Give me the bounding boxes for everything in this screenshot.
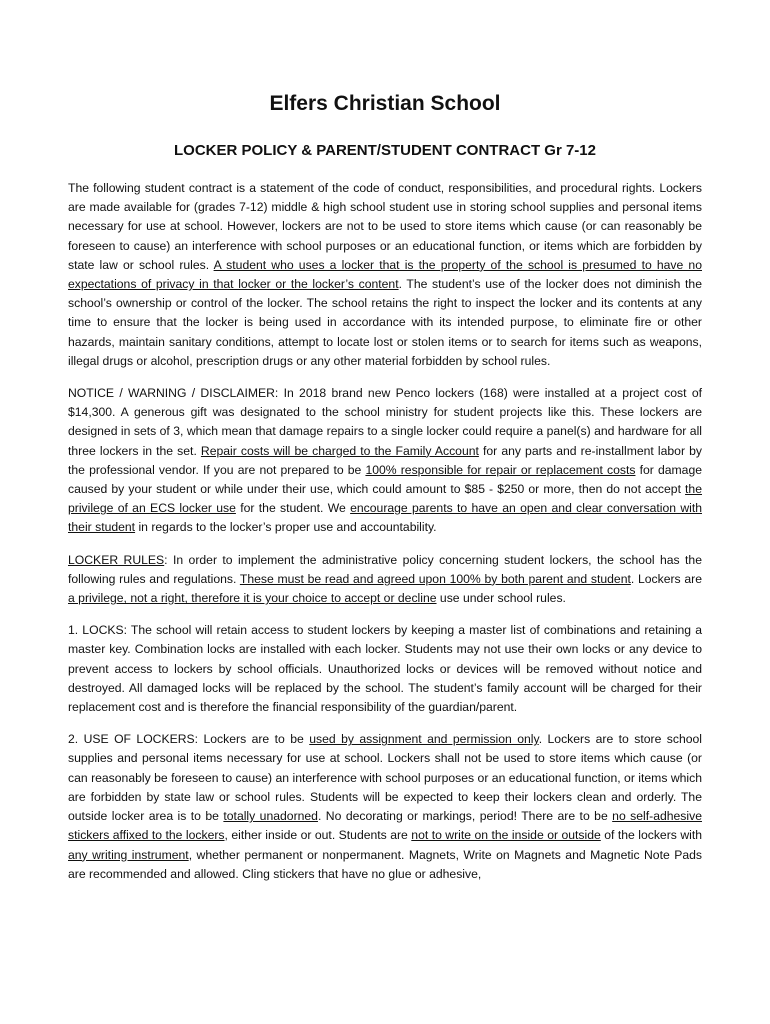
underlined-text: totally unadorned — [223, 809, 318, 824]
text-run: 2. USE OF LOCKERS: Lockers are to be — [68, 732, 310, 747]
text-run: . Lockers are — [630, 571, 702, 586]
use-of-lockers-paragraph — [68, 730, 702, 884]
underlined-text: not to write on the inside or outside — [411, 828, 601, 843]
underlined-text: 100% responsible for repair or replacement costs — [365, 462, 636, 477]
underlined-text: These must be read and agreed upon 100% by both parent and student — [239, 571, 631, 586]
underlined-text: any writing instrument — [68, 847, 189, 862]
text-run: . No decorating or markings, period! There are to be — [317, 809, 613, 824]
text-run: . The student’s use of the locker does not diminish the school’s ownership or control of the locker. The school retains the right to inspect the locker and its contents at any time to ensure that the locker is being used in accordance with its intended purpose, to eliminate fire or other hazards, maintain sanitary conditions, attempt to locate lost or stolen items or to search for items such as weapons, illegal drugs or alcohol, prescription drugs or any other material forbidden by school rules. — [68, 277, 702, 368]
text-run: The following student contract is a statement of the code of conduct, responsibilities, and procedural rights. Lockers are made available for (grades 7-12) middle & high school student use in storing school supplies and personal items necessary for use at school. However, lockers are not to be used to store items which cause (or can reasonably be foreseen to cause) an interference with school purposes or an educational function, or items which are forbidden by state law or school rules. — [68, 181, 702, 272]
underlined-text: used by assignment and permission only — [309, 732, 539, 747]
text-run: for damage caused by your student or while under their use, which could amount to $85 - $250 or more, then do not accept — [68, 462, 702, 497]
disclaimer-paragraph — [68, 384, 702, 538]
text-run: NOTICE / WARNING / DISCLAIMER: In 2018 brand new Penco lockers (168) were installed at a project cost of $14,300. A generous gift was designated to the school ministry for student projects like this. These lockers are designed in sets of 3, which mean that damage repairs to a single locker could require a panel(s) and hardware for all three lockers in the set. — [68, 386, 702, 458]
underlined-text: Repair costs will be charged to the Family Account — [200, 443, 479, 458]
underlined-text: a privilege, not a right, therefore it is your choice to accept or decline — [68, 591, 437, 606]
underlined-text: no self-adhesive stickers affixed to the lockers — [68, 809, 702, 843]
text-run: , either inside or out. Students are — [224, 828, 412, 843]
text-run: : In order to implement the administrative policy concerning student lockers, the school has the following rules and regulations. — [68, 552, 702, 586]
contract-subtitle: LOCKER POLICY & PARENT/STUDENT CONTRACT Gr 7-12 — [174, 142, 596, 159]
text-run: for any parts and re-installment labor by the professional vendor. If you are not prepared to be — [68, 443, 702, 477]
underlined-text: the privilege of an ECS locker use — [68, 482, 702, 516]
text-run: . Lockers are to store school supplies and personal items necessary for use at school. Lockers shall not be used to store items which cause (or can reasonably be foreseen to cause) an interference with school purposes or an educational function, or items which are forbidden by state law or school rules. Students will be expected to keep their lockers clean and orderly. The outside locker area is to be — [68, 732, 703, 824]
underlined-text: A student who uses a locker that is the property of the school is presumed to have no expectations of privacy in that locker or the locker’s content — [68, 257, 702, 292]
locker-rules-paragraph — [68, 551, 702, 609]
underlined-text: encourage parents to have an open and clear conversation with their student — [68, 501, 702, 535]
locks-paragraph — [68, 621, 702, 717]
text-run: use under school rules. — [436, 591, 566, 606]
school-title: Elfers Christian School — [269, 92, 501, 115]
text-run: 1. LOCKS: The school will retain access to student lockers by keeping a master list of combinations and retaining a master key. Combination locks are installed with each locker. Students may not use their own locks or any device to prevent access to lockers by school officials. Unauthorized locks or devices will be removed without notice and destroyed. All damaged locks will be replaced by the school. The student’s family account will be charged for their replacement cost and is therefore the financial responsibility of the guardian/parent. — [68, 623, 702, 715]
text-run: of the lockers with — [600, 828, 702, 843]
text-run: in regards to the locker’s proper use and accountability. — [135, 520, 437, 535]
text-run: for the student. We — [235, 501, 351, 516]
underlined-text: LOCKER RULES — [68, 552, 165, 567]
intro-paragraph — [68, 179, 702, 371]
text-run: , whether permanent or nonpermanent. Magnets, Write on Magnets and Magnetic Note Pads are recommended and allowed. Cling stickers that have no glue or adhesive, — [68, 847, 702, 881]
